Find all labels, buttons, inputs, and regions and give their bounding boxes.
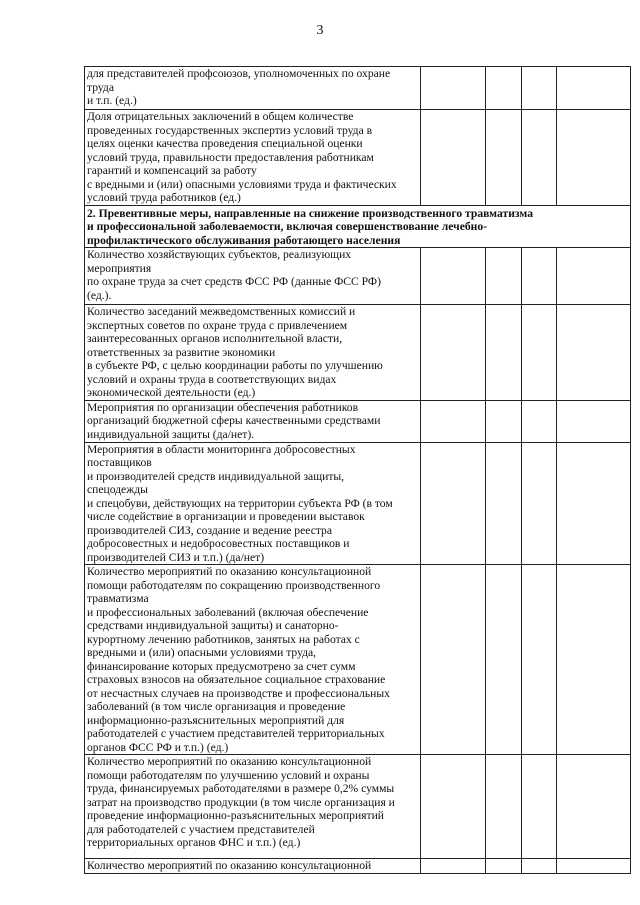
value-cell xyxy=(522,67,557,110)
value-cell xyxy=(522,110,557,206)
value-cell xyxy=(486,442,522,565)
value-cell xyxy=(486,755,522,859)
value-cell xyxy=(557,442,631,565)
table-row xyxy=(85,755,631,859)
value-cell xyxy=(522,248,557,305)
value-cell xyxy=(421,565,486,755)
value-cell xyxy=(486,859,522,874)
table-row xyxy=(85,248,631,305)
table-row xyxy=(85,67,631,110)
table-row xyxy=(85,110,631,206)
value-cell xyxy=(557,400,631,442)
section-header-row xyxy=(85,205,631,248)
page-number: 3 xyxy=(316,23,324,38)
value-cell xyxy=(421,755,486,859)
value-cell xyxy=(486,110,522,206)
value-cell xyxy=(522,442,557,565)
value-cell xyxy=(486,248,522,305)
value-cell xyxy=(486,400,522,442)
value-cell xyxy=(522,305,557,401)
value-cell xyxy=(522,400,557,442)
value-cell xyxy=(421,305,486,401)
indicator-cell: Количество мероприятий по оказанию консультационной xyxy=(85,859,421,874)
indicator-cell: Количество заседаний межведомственных комиссий и экспертных советов по охране труда с привлечением заинтересованных органов исполнительной власти, ответственных за развитие экономики в субъекте РФ, с целью координации работы по улучшению условий и охраны труда в соответствующих видах экономической деятельности (ед.) xyxy=(85,305,421,401)
value-cell xyxy=(421,442,486,565)
value-cell xyxy=(522,755,557,859)
indicator-cell: для представителей профсоюзов, уполномоченных по охране труда и т.п. (ед.) xyxy=(85,67,421,110)
indicators-table xyxy=(84,66,631,874)
value-cell xyxy=(557,565,631,755)
value-cell xyxy=(421,859,486,874)
value-cell xyxy=(522,859,557,874)
value-cell xyxy=(557,755,631,859)
table-row xyxy=(85,400,631,442)
value-cell xyxy=(486,305,522,401)
table-row xyxy=(85,305,631,401)
value-cell xyxy=(557,248,631,305)
value-cell xyxy=(421,400,486,442)
value-cell xyxy=(421,110,486,206)
value-cell xyxy=(486,565,522,755)
indicator-cell: Мероприятия по организации обеспечения работников организаций бюджетной сферы качественными средствами индивидуальной защиты (да/нет). xyxy=(85,400,421,442)
value-cell xyxy=(557,305,631,401)
table-row xyxy=(85,442,631,565)
value-cell xyxy=(557,67,631,110)
section-heading: 2. Превентивные меры, направленные на снижение производственного травматизма и профессиональной заболеваемости, включая совершенствование лечебно- профилактического обслуживания работающего населения xyxy=(85,205,631,248)
value-cell xyxy=(486,67,522,110)
value-cell xyxy=(522,565,557,755)
indicator-cell: Мероприятия в области мониторинга добросовестных поставщиков и производителей средств индивидуальной защиты, спецодежды и спецобуви, действующих на территории субъекта РФ (в том числе содействие в организации и проведении выставок производителей СИЗ, создание и ведение реестра добросовестных и недобросовестных поставщиков и производителей СИЗ и т.п.) (да/нет) xyxy=(85,442,421,565)
value-cell xyxy=(557,859,631,874)
indicator-cell: Количество мероприятий по оказанию консультационной помощи работодателям по сокращению производственного травматизма и профессиональных заболеваний (включая обеспечение средствами индивидуальной защиты) и санаторно- курортному лечению работников, занятых на работах с вредными и (или) опасными условиями труда, финансирование которых предусмотрено за счет сумм страховых взносов на обязательное социальное страхование от несчастных случаев на производстве и профессиональных заболеваний (в том числе организация и проведение информационно-разъяснительных мероприятий для работодателей с участием представителей территориальных органов ФСС РФ и т.п.) (ед.) xyxy=(85,565,421,755)
table-row xyxy=(85,859,631,874)
indicator-cell: Количество хозяйствующих субъектов, реализующих мероприятия по охране труда за счет средств ФСС РФ (данные ФСС РФ) (ед.). xyxy=(85,248,421,305)
value-cell xyxy=(557,110,631,206)
value-cell xyxy=(421,248,486,305)
table-row xyxy=(85,565,631,755)
value-cell xyxy=(421,67,486,110)
indicator-cell: Количество мероприятий по оказанию консультационной помощи работодателям по улучшению условий и охраны труда, финансируемых работодателями в размере 0,2% суммы затрат на производство продукции (в том числе организация и проведение информационно-разъяснительных мероприятий для работодателей с участием представителей территориальных органов ФНС и т.п.) (ед.) xyxy=(85,755,421,859)
indicator-cell: Доля отрицательных заключений в общем количестве проведенных государственных экспертиз условий труда в целях оценки качества проведения специальной оценки условий труда, правильности предоставления работникам гарантий и компенсаций за работу с вредными и (или) опасными условиями труда и фактических условий труда работников (ед.) xyxy=(85,110,421,206)
